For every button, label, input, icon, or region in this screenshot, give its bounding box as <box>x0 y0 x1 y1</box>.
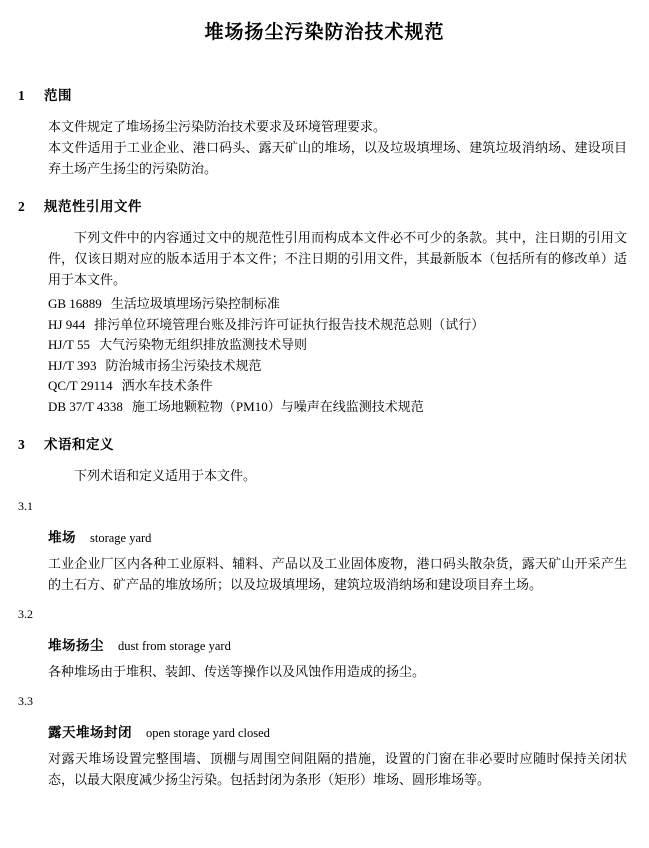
clause-number: 2 <box>18 199 25 215</box>
clause-heading-2 <box>18 195 627 215</box>
document-body <box>0 84 649 790</box>
reference-code: DB 37/T 4338 <box>48 398 123 414</box>
clause-number: 3 <box>18 437 25 453</box>
reference-name: 洒水车技术条件 <box>121 378 213 394</box>
term-english: storage yard <box>90 530 152 545</box>
clause-title: 规范性引用文件 <box>44 199 142 215</box>
term-english: dust from storage yard <box>118 638 231 653</box>
reference-item <box>48 294 627 315</box>
reference-code: HJ 944 <box>48 316 86 332</box>
paragraph: 下列文件中的内容通过文中的规范性引用而构成本文件必不可少的条款。其中，注日期的引用文件，仅该日期对应的版本适用于本文件；不注日期的引用文件，其最新版本（包括所有的修改单）适用于本文件。 <box>48 230 627 288</box>
term-english: open storage yard closed <box>146 725 270 740</box>
subclause-number-3-2: 3.2 <box>18 606 33 621</box>
clause-heading-1 <box>18 84 627 104</box>
reference-name: 大气污染物无组织排放监测技术导则 <box>99 337 308 353</box>
reference-name: 生活垃圾填埋场污染控制标准 <box>110 296 280 312</box>
subclause-number-3-1: 3.1 <box>18 498 33 513</box>
reference-item <box>48 397 627 418</box>
clause-number: 1 <box>18 88 25 103</box>
term-definition: 各种堆场由于堆积、装卸、传送等操作以及风蚀作用造成的扬尘。 <box>48 663 426 679</box>
clause-title: 范围 <box>44 88 72 103</box>
reference-name: 施工场地颗粒物（PM10）与噪声在线监测技术规范 <box>131 398 424 414</box>
paragraph: 本文件规定了堆场扬尘污染防治技术要求及环境管理要求。 <box>48 119 387 134</box>
reference-code: GB 16889 <box>48 296 102 312</box>
paragraph: 本文件适用于工业企业、港口码头、露天矿山的堆场，以及垃圾填埋场、建筑垃圾消纳场、建设项目弃土场产生扬尘的污染防治。 <box>48 140 627 177</box>
term-definition: 对露天堆场设置完整围墙、顶棚与周围空间阻隔的措施，设置的门窗在非必要时应随时保持关闭状态，以最大限度减少扬尘污染。包括封闭为条形（矩形）堆场、圆形堆场等。 <box>48 750 627 787</box>
clause-heading-3 <box>18 433 627 453</box>
reference-item <box>48 315 627 336</box>
term-entry-3-1 <box>18 526 627 546</box>
term-chinese: 堆场 <box>48 529 76 545</box>
term-entry-3-3 <box>18 721 627 741</box>
reference-code: QC/T 29114 <box>48 378 113 394</box>
reference-item <box>48 376 627 397</box>
term-entry-3-2 <box>18 634 627 654</box>
reference-name: 防治城市扬尘污染技术规范 <box>105 357 262 373</box>
subclause-number-3-3: 3.3 <box>18 693 33 708</box>
reference-code: HJ/T 55 <box>48 337 91 353</box>
clause-title: 术语和定义 <box>44 437 114 453</box>
paragraph: 下列术语和定义适用于本文件。 <box>74 468 257 484</box>
term-chinese: 露天堆场封闭 <box>48 724 132 740</box>
reference-code: HJ/T 393 <box>48 357 97 373</box>
reference-subscript: 10 <box>254 398 268 414</box>
page-title: 堆场扬尘污染防治技术规范 <box>204 22 445 43</box>
reference-item <box>48 356 627 377</box>
term-definition: 工业企业厂区内各种工业原料、辅料、产品以及工业固体废物，港口码头散杂货，露天矿山开采产生的土石方、矿产品的堆放场所；以及垃圾填埋场，建筑垃圾消纳场和建设项目弃土场。 <box>48 555 627 592</box>
reference-item <box>48 335 627 356</box>
reference-name: 排污单位环境管理台账及排污许可证执行报告技术规范总则（试行） <box>94 316 485 332</box>
term-chinese: 堆场扬尘 <box>48 637 104 653</box>
